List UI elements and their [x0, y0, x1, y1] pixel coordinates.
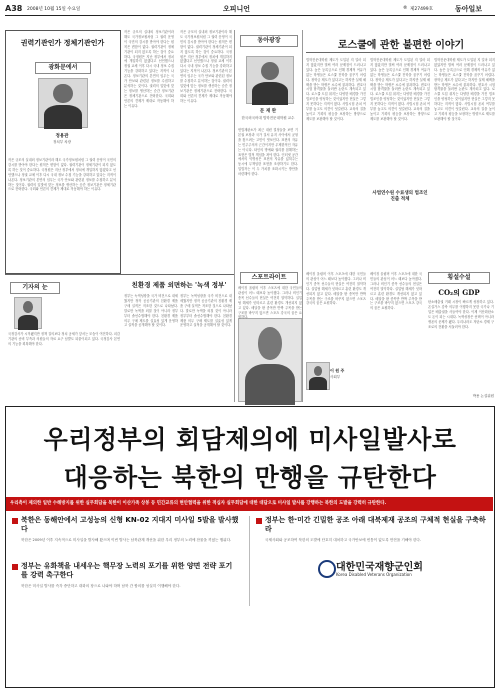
- bottom-left-label: 기자의 눈: [10, 282, 60, 294]
- left-column-label: 광화문에서: [35, 62, 91, 74]
- header-rule: [5, 15, 495, 16]
- right-column-text: 탄소배출권 거래 시장이 빠르게 성장하고 있다. 온실가스 감축 의무를 이행하지 못한 국가나 기업은 배출권을 사들여야 한다. 이제 이산화탄소도 돈이 되는 시대다. 녹색성장은 선택이 아니라 생존의 문제가 됐다. 우리나라도 저탄소 경제 구조로의 전환을 서둘러야 한다.: [428, 300, 494, 329]
- right-column-subhead: CO₂의 GDP: [438, 288, 480, 297]
- sports-author-role: 사회부: [330, 375, 341, 379]
- masthead-logo: 동아일보: [455, 4, 483, 13]
- divider-v1: [234, 30, 235, 402]
- ad-headline-1: 우리정부의 회담제의에 미사일발사로: [43, 425, 457, 454]
- left-column-text-cont: 작은 규모의 실내외 정보기관이라 해도 국가정보원처럼 그 권력 운영이 국민의 감시를 받아야 한다는 원칙은 변함이 없다. 권력기관이 정체기관이 되지 않도록 하는 것이 중요하다. 국정원은 지난 정부에서 정치에 개입하지 않겠다고 선언했으나 정권 교체 이후 다시 국내 정보 수집 기능을 강화하고 있다는 지적이 나온다. 정보기관의 본연의 임무는 국가 안보와 관련된 정보를 수집하고 분석하는 것이다. 권력의 입맛에 맞는 정보를 생산하는 순간 정보기관은 정체기관으로 전락한다. 국회와 언론의 견제가 제대로 작동해야 하는 이유다.: [124, 30, 174, 108]
- sports-column-label: 스포트라이트: [240, 272, 298, 284]
- org-name-en: Korea Disabled Veterans Organization: [336, 572, 412, 577]
- issue-date: 2008년 10월 15일 수요일: [27, 7, 81, 12]
- guest-author-name: 문 재 완: [259, 109, 277, 114]
- ad-divider: [249, 516, 250, 606]
- sports-author-photo: [306, 362, 330, 390]
- main-article-col1: 법학전문대학원 제도가 도입된 지 얼마 되지 않았지만 벌써 여러 문제점이 드러나고 있다. 높은 등록금으로 인해 경제적 여유가 없는 학생들은 로스쿨 진학을 꿈꾸기 어렵다. 장학금 제도가 있다고는 하지만 실제 혜택을 받는 학생은 소수에 불과하다. 변호사 시험 합격률을 둘러싼 논란도 계속되고 있다. 로스쿨 도입 취지는 다양한 배경을 가진 법조인을 양성하는 것이었지만 현실은 그렇지 못하다는 지적이 많다. 사법시험 존치 여부를 놓고도 의견이 엇갈린다. 교육의 질을 높이고 기회의 평등을 보장하는 방향으로 제도를 보완해야 할 것이다.: [306, 58, 366, 121]
- bottom-section-rule: [5, 274, 234, 275]
- left-column-text: 작은 규모의 실내외 정보기관이라 해도 국가정보원처럼 그 권력 운영이 국민의 감시를 받아야 한다는 원칙은 변함이 없다. 권력기관이 정체기관이 되지 않도록 하는 것이 중요하다. 국정원은 지난 정부에서 정치에 개입하지 않겠다고 선언했으나 정권 교체 이후 다시 국내 정보 수집 기능을 강화하고 있다는 지적이 나온다. 정보기관의 본연의 임무는 국가 안보와 관련된 정보를 수집하고 분석하는 것이다. 권력의 입맛에 맞는 정보를 생산하는 순간 정보기관은 정체기관으로 전락한다. 국회와 언론의 견제가 제대로 작동해야 하는 이유다.: [8, 158, 116, 192]
- divider-v2: [302, 30, 303, 402]
- ad-point-1-bullet: [12, 518, 18, 524]
- ad-point-1-title: 북한은 동해안에서 고성능의 신형 KN-02 지대지 미사일 5발을 발사했다: [21, 516, 239, 533]
- guest-column-text: 헌법재판소가 최근 내린 결정들을 보면 기본권 보장과 국가 질서 유지 사이에서 균형을 찾으려는 고민이 엿보인다. 표현의 자유는 민주주의의 근간이지만 무제한적인 자유는 아니다. 타인의 명예와 권리를 침해하는 표현은 법적 책임을 져야 한다. 인터넷 공간에서의 익명성은 표현의 자유를 넓혀주는 동시에 무책임한 표현을 조장하기도 한다. 입법자는 이 두 가치를 조화시키는 방안을 마련해야 한다.: [238, 128, 298, 177]
- ad-point-1-text: 북한은 2009년 이후 지속적으로 미사일을 발사해 왔으며 이번 발사는 남북관계 개선을 위한 우리 정부의 노력에 찬물을 끼얹는 행위다.: [21, 538, 232, 542]
- org-emblem-icon: [318, 560, 336, 578]
- ad-point-2-title: 정부는 한·미간 긴밀한 공조 아래 대북제재 공조의 구체적 현실을 구축하라: [265, 516, 486, 533]
- sports-column-text: 베이징 올림픽 이후 스포츠에 대한 국민들의 관심이 어느 때보다 높아졌다. 그러나 비인기 종목 선수들의 현실은 여전히 열악하다. 실업팀 해체가 잇따르고 훈련 환경도 개선되지 않고 있다. 메달을 딴 종목만 반짝 주목을 받는 구조를 바꾸지 않으면 스포츠 강국의 꿈은 요원하다.: [238, 286, 302, 320]
- sports-column-text2: 베이징 올림픽 이후 스포츠에 대한 국민들의 관심이 어느 때보다 높아졌다. 그러나 비인기 종목 선수들의 현실은 여전히 열악하다. 실업팀 해체가 잇따르고 훈련 환경도 개선되지 않고 있다. 메달을 딴 종목만 반짝 주목을 받는 구조를 바꾸지 않으면 스포츠 강국의 꿈은 요원하다.: [306, 272, 366, 306]
- left-author-role: 정치부 차장: [52, 140, 72, 144]
- org-name: 대한민국재향군인회: [336, 562, 423, 573]
- author-photo-guest: [246, 56, 294, 104]
- sports-author-name: 이 원 주: [330, 368, 345, 373]
- registered-mark: ®: [403, 6, 408, 11]
- ad-banner-text: 우리측이 제의한 일반 수해방지를 위한 실무회담을 북한이 이산가족 상봉 등 민간교류의 현안협력을 위한 적십자 실무회담에 대한 대답으로 미사일 발사를 강행하는 북한의 도발을 강력히 규탄한다.: [10, 501, 387, 506]
- main-article-subhead: 사법연수원 수료생의 법조인 진출 적체: [372, 191, 428, 202]
- ad-point-3-text: 북한은 미사일 발사를 즉각 중단하고 대화의 장으로 나와야 하며 남북 간 합의를 성실히 이행해야 한다.: [21, 584, 181, 588]
- bottom-middle-title: 친환경 제품 외면하는 '녹색 정부': [131, 281, 227, 289]
- page-number: A38: [5, 4, 23, 13]
- main-article-col2: 법학전문대학원 제도가 도입된 지 얼마 되지 않았지만 벌써 여러 문제점이 드러나고 있다. 높은 등록금으로 인해 경제적 여유가 없는 학생들은 로스쿨 진학을 꿈꾸기 어렵다. 장학금 제도가 있다고는 하지만 실제 혜택을 받는 학생은 소수에 불과하다. 변호사 시험 합격률을 둘러싼 논란도 계속되고 있다. 로스쿨 도입 취지는 다양한 배경을 가진 법조인을 양성하는 것이었지만 현실은 그렇지 못하다는 지적이 많다. 사법시험 존치 여부를 놓고도 의견이 엇갈린다. 교육의 질을 높이고 기회의 평등을 보장하는 방향으로 제도를 보완해야 할 것이다.: [370, 58, 430, 121]
- guest-author-role: 한국외국어대 법학전문대학원 교수: [241, 116, 295, 120]
- left-author-name: 정용관: [55, 134, 69, 139]
- right-column-author: 박용 논설위원: [472, 394, 494, 398]
- guest-column-label: 동아광장: [240, 35, 298, 47]
- reporter-photo: [14, 297, 42, 329]
- ad-point-3-title: 정부는 유화책을 내세우는 핵무장 노력의 포기를 위한 양면 전략 포기를 강력 촉구한다: [21, 562, 233, 579]
- main-title-rule: [306, 52, 495, 53]
- sports-photo: [238, 318, 302, 402]
- ad-point-3-bullet: [12, 564, 18, 570]
- ad-headline-2: 대응하는 북한의 만행을 규탄한다: [63, 463, 437, 492]
- main-article-title: 로스쿨에 관한 불편한 이야기: [337, 40, 465, 51]
- sports-column-text3: 베이징 올림픽 이후 스포츠에 대한 국민들의 관심이 어느 때보다 높아졌다. 그러나 비인기 종목 선수들의 현실은 여전히 열악하다. 실업팀 해체가 잇따르고 훈련 환경도 개선되지 않고 있다. 메달을 딴 종목만 반짝 주목을 받는 구조를 바꾸지 않으면 스포츠 강국의 꿈은 요원하다.: [370, 272, 422, 311]
- ad-point-2-bullet: [256, 518, 262, 524]
- bottom-middle-text: 정부는 녹색성장을 국가 비전으로 내세웠지만 정작 공공기관의 친환경 제품 구매 실적은 저조한 것으로 나타났다. 말로만 녹색을 외칠 것이 아니라 정부부터 솔선수범해야 한다. 친환경 제품 의무 구매 제도를 실효성 있게 운영하고 실적을 공개해야 할 것이다.: [124, 294, 178, 328]
- section-name: 오피니언: [223, 5, 251, 13]
- bottom-left-text: 국정감사가 시작됐지만 정책 질의보다 정치 공세가 앞서는 모습이 여전하다. 피감기관의 준비 부족과 의원들의 자료 요구 남발도 되풀이되고 있다. 국정감사 본연의 기능을 회복해야 한다.: [8, 332, 120, 346]
- main-article-col3: 법학전문대학원 제도가 도입된 지 얼마 되지 않았지만 벌써 여러 문제점이 드러나고 있다. 높은 등록금으로 인해 경제적 여유가 없는 학생들은 로스쿨 진학을 꿈꾸기 어렵다. 장학금 제도가 있다고는 하지만 실제 혜택을 받는 학생은 소수에 불과하다. 변호사 시험 합격률을 둘러싼 논란도 계속되고 있다. 로스쿨 도입 취지는 다양한 배경을 가진 법조인을 양성하는 것이었지만 현실은 그렇지 못하다는 지적이 많다. 사법시험 존치 여부를 놓고도 의견이 엇갈린다. 교육의 질을 높이고 기회의 평등을 보장하는 방향으로 제도를 보완해야 할 것이다.: [434, 58, 495, 121]
- left-column-title: 권력기관인가 정체기관인가: [20, 38, 105, 47]
- bottom-middle-text2: 정부는 녹색성장을 국가 비전으로 내세웠지만 정작 공공기관의 친환경 제품 구매 실적은 저조한 것으로 나타났다. 말로만 녹색을 외칠 것이 아니라 정부부터 솔선수범해야 한다. 친환경 제품 의무 구매 제도를 실효성 있게 운영하고 실적을 공개해야 할 것이다.: [180, 294, 232, 328]
- paper-number: 제27499호: [410, 7, 434, 12]
- author-photo-left: [38, 78, 88, 128]
- ad-point-2-text: 국제사회와 공조하여 북한의 도발에 단호히 대처하고 국가안보에 빈틈이 없도록 만전을 기해야 한다.: [265, 538, 422, 542]
- left-column-text-cont2: 작은 규모의 실내외 정보기관이라 해도 국가정보원처럼 그 권력 운영이 국민의 감시를 받아야 한다는 원칙은 변함이 없다. 권력기관이 정체기관이 되지 않도록 하는 것이 중요하다. 국정원은 지난 정부에서 정치에 개입하지 않겠다고 선언했으나 정권 교체 이후 다시 국내 정보 수집 기능을 강화하고 있다는 지적이 나온다. 정보기관의 본연의 임무는 국가 안보와 관련된 정보를 수집하고 분석하는 것이다. 권력의 입맛에 맞는 정보를 생산하는 순간 정보기관은 정체기관으로 전락한다. 국회와 언론의 견제가 제대로 작동해야 하는 이유다.: [180, 30, 232, 103]
- right-column-label: 횡설수설: [428, 272, 490, 284]
